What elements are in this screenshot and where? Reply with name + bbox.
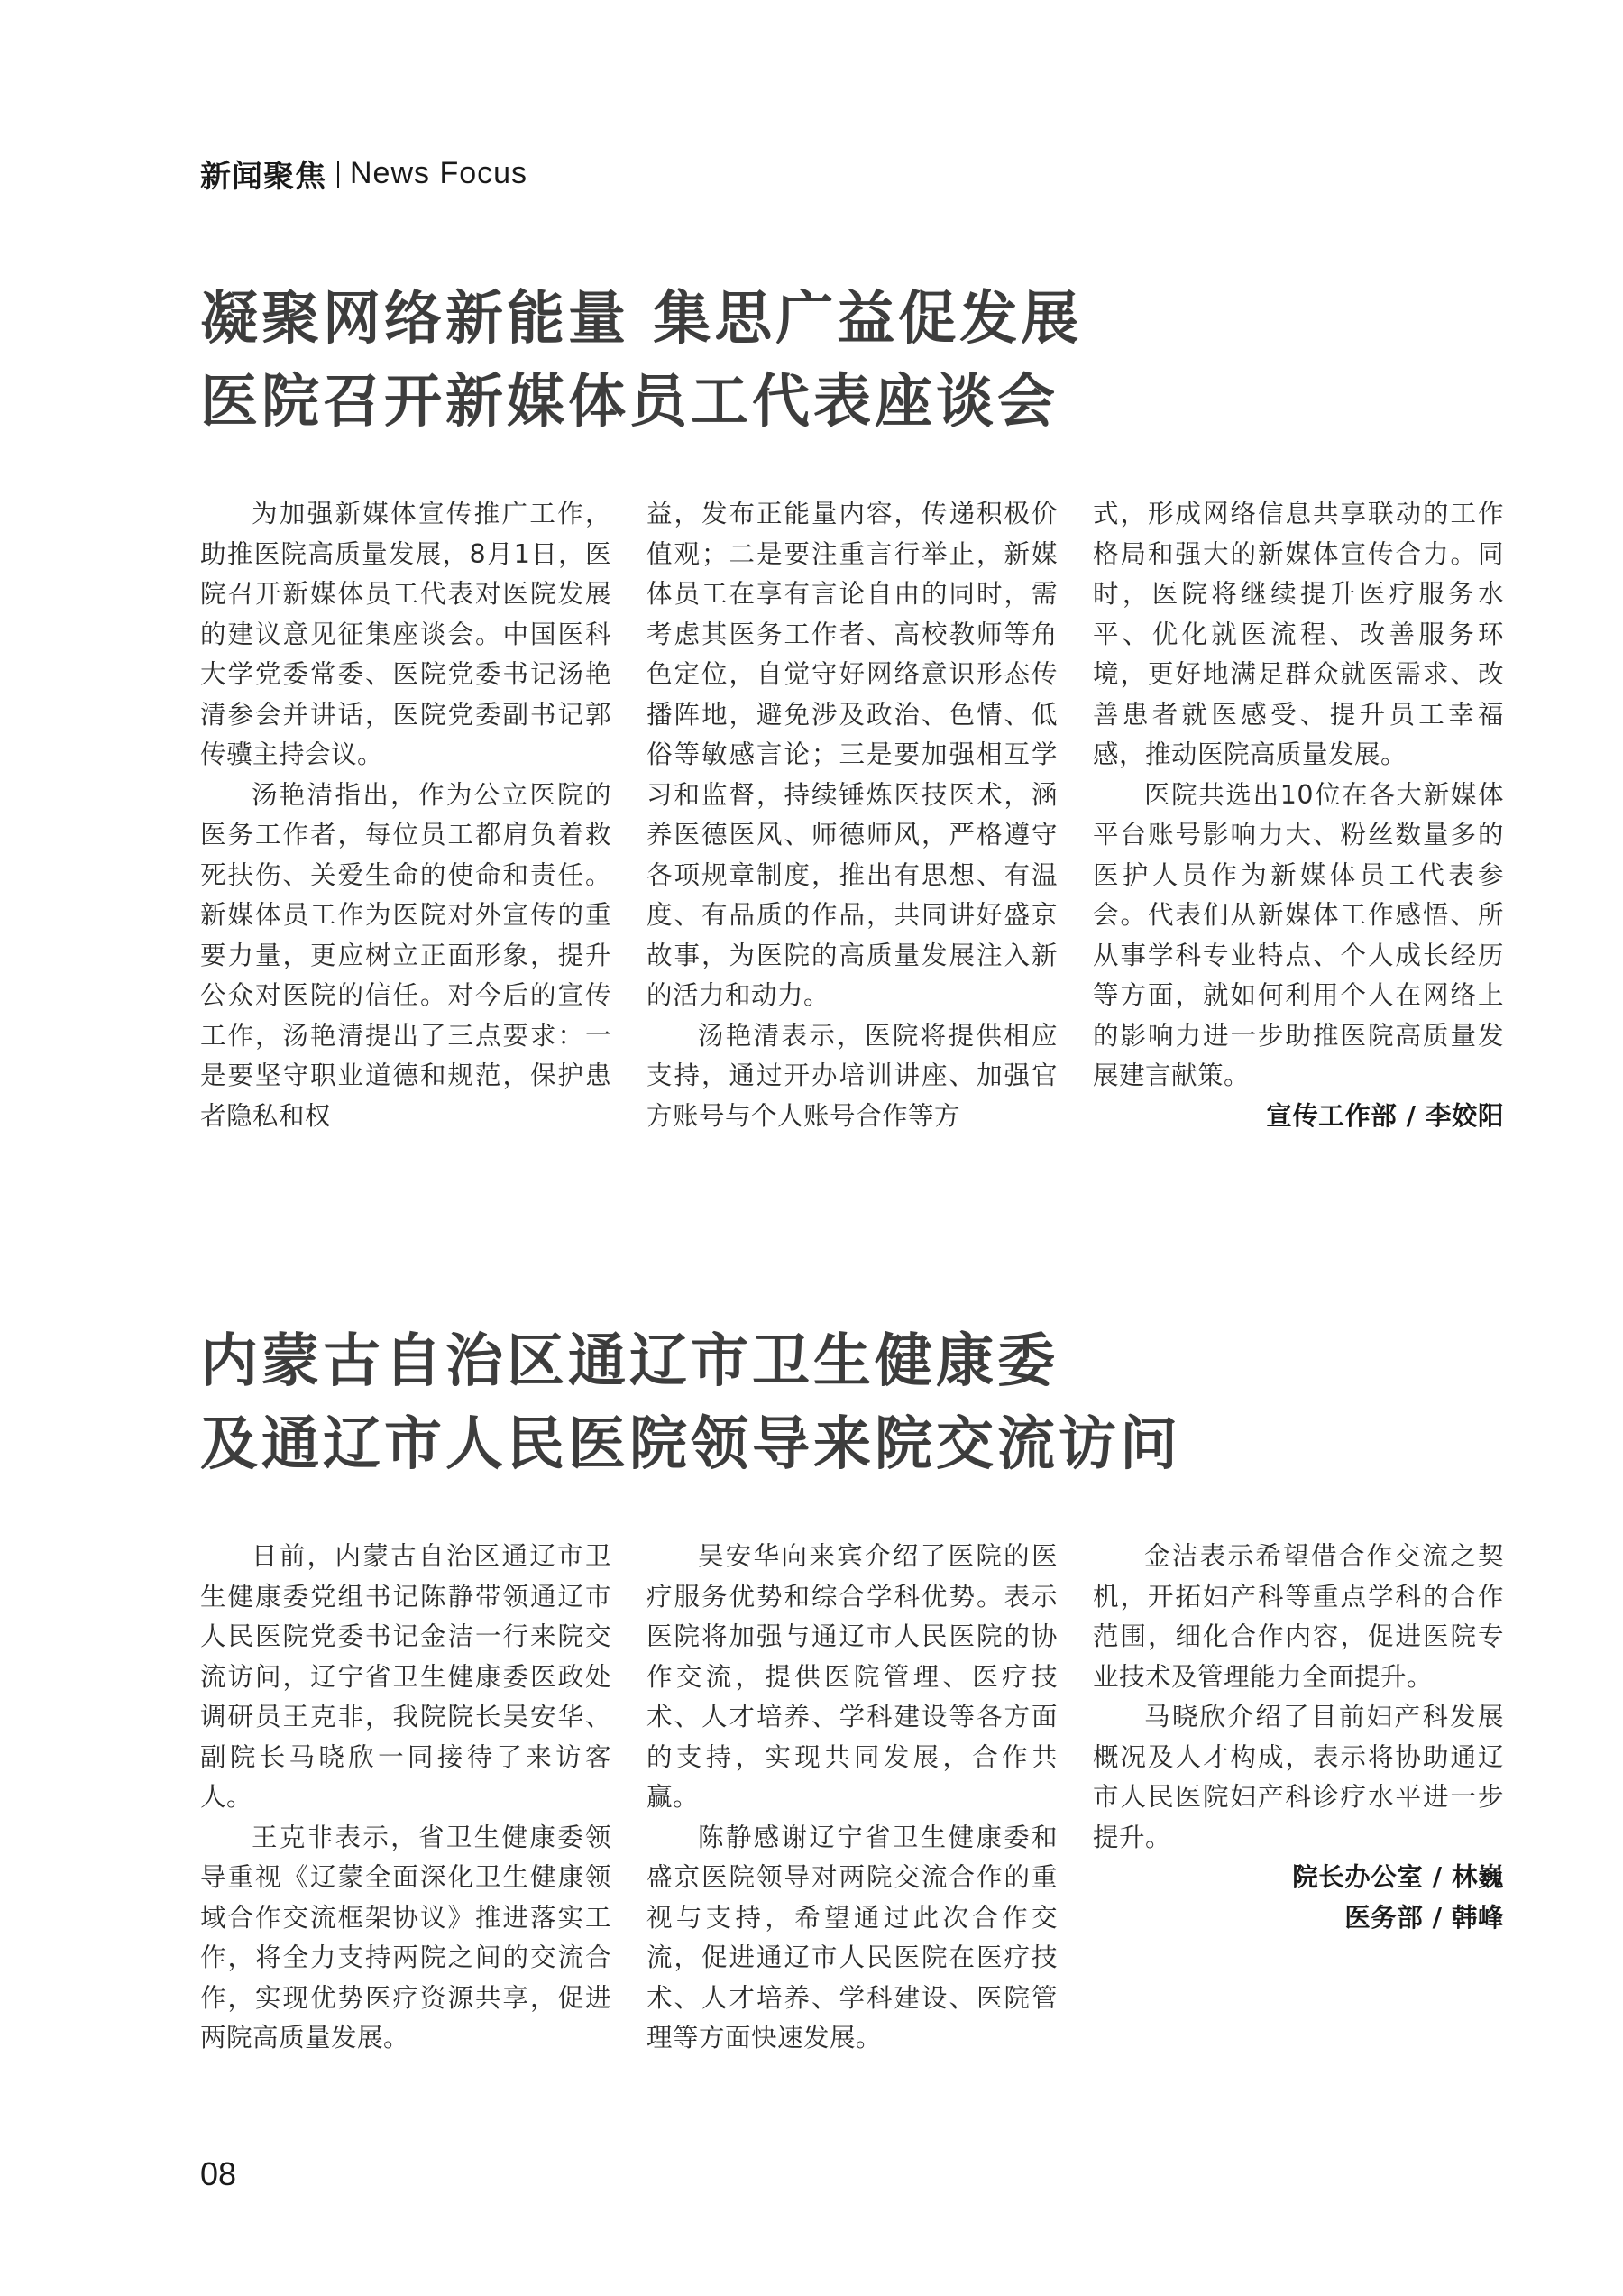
article2-title (200, 1320, 1181, 1486)
article2-column-1 (200, 1537, 611, 2059)
article1-paragraph: 汤艳清表示，医院将提供相应支持，通过开办培训讲座、加强官方账号与个人账号合作等方 (646, 1020, 1058, 1131)
article1-title-line2: 医院召开新媒体员工代表座谈会 (200, 369, 1059, 436)
article1-column-3 (1093, 494, 1504, 1136)
article2-body (200, 1537, 1504, 2059)
article1-title (200, 278, 1082, 444)
section-title-en: News Focus (350, 156, 528, 190)
article1-paragraph: 式，形成网络信息共享联动的工作格局和强大的新媒体宣传合力。同时，医院将继续提升医疗服务水平、优化就医流程、改善服务环境，更好地满足群众就医需求、改善患者就医感受、提升员工幸福感，推动医院高质量发展。 (1093, 499, 1504, 769)
article1-paragraph: 益，发布正能量内容，传递积极价值观；二是要注重言行举止，新媒体员工在享有言论自由的同时，需考虑其医务工作者、高校教师等角色定位，自觉守好网络意识形态传播阵地，避免涉及政治、色情、低俗等敏感言论；三是要加强相互学习和监督，持续锤炼医技医术，涵养医德医风、师德师风，严格遵守各项规章制度，推出有思想、有温度、有品质的作品，共同讲好盛京故事，为医院的高质量发展注入新的活力和动力。 (646, 499, 1058, 1010)
article2-title-line1: 内蒙古自治区通辽市卫生健康委 (200, 1328, 1059, 1395)
section-title-zh: 新闻聚焦 (200, 159, 326, 195)
article2-paragraph: 王克非表示，省卫生健康委领导重视《辽蒙全面深化卫生健康领域合作交流框架协议》推进落实工作，将全力支持两院之间的交流合作，实现优势医疗资源共享，促进两院高质量发展。 (200, 1822, 611, 2053)
article2-paragraph: 金洁表示希望借合作交流之契机，开拓妇产科等重点学科的合作范围，细化合作内容，促进医院专业技术及管理能力全面提升。 (1093, 1541, 1504, 1692)
article2-title-line2: 及通辽市人民医院领导来院交流访问 (200, 1411, 1181, 1478)
section-header (200, 152, 527, 196)
article2-paragraph: 陈静感谢辽宁省卫生健康委和盛京医院领导对两院交流合作的重视与支持，希望通过此次合作交流，促进通辽市人民医院在医疗技术、人才培养、学科建设、医院管理等方面快速发展。 (646, 1822, 1058, 2053)
article2-byline-1: 院长办公室 / 林巍 (1292, 1862, 1504, 1892)
page-number: 08 (200, 2155, 237, 2192)
article2-paragraph: 日前，内蒙古自治区通辽市卫生健康委党组书记陈静带领通辽市人民医院党委书记金洁一行来院交流访问，辽宁省卫生健康委医政处调研员王克非，我院院长吴安华、副院长马晓欣一同接待了来访客人。 (200, 1541, 611, 1812)
section-divider (337, 161, 339, 188)
article1-column-2 (646, 494, 1058, 1136)
article1-paragraph: 医院共选出10位在各大新媒体平台账号影响力大、粉丝数量多的医护人员作为新媒体员工代表参会。代表们从新媒体工作感悟、所从事学科专业特点、个人成长经历等方面，就如何利用个人在网络上的影响力进一步助推医院高质量发展建言献策。 (1093, 779, 1504, 1090)
article1-body (200, 494, 1504, 1136)
article2-column-3 (1093, 1537, 1504, 2059)
article2-paragraph: 马晓欣介绍了目前妇产科发展概况及人才构成，表示将协助通辽市人民医院妇产科诊疗水平进一步提升。 (1093, 1702, 1504, 1852)
article1-paragraph: 为加强新媒体宣传推广工作，助推医院高质量发展，8月1日，医院召开新媒体员工代表对医院发展的建议意见征集座谈会。中国医科大学党委常委、医院党委书记汤艳清参会并讲话，医院党委副书记郭传骥主持会议。 (200, 499, 611, 769)
article2-column-2 (646, 1537, 1058, 2059)
article1-title-line1: 凝聚网络新能量 集思广益促发展 (200, 286, 1083, 353)
article2-paragraph: 吴安华向来宾介绍了医院的医疗服务优势和综合学科优势。表示医院将加强与通辽市人民医院的协作交流，提供医院管理、医疗技术、人才培养、学科建设等各方面的支持，实现共同发展，合作共赢。 (646, 1541, 1058, 1812)
article1-column-1 (200, 494, 611, 1136)
article2-byline-2: 医务部 / 韩峰 (1344, 1902, 1504, 1933)
article1-paragraph: 汤艳清指出，作为公立医院的医务工作者，每位员工都肩负着救死扶伤、关爱生命的使命和责任。新媒体员工作为医院对外宣传的重要力量，更应树立正面形象，提升公众对医院的信任。对今后的宣传工作，汤艳清提出了三点要求：一是要坚守职业道德和规范，保护患者隐私和权 (200, 779, 611, 1131)
article1-byline: 宣传工作部 / 李姣阳 (1266, 1100, 1504, 1131)
